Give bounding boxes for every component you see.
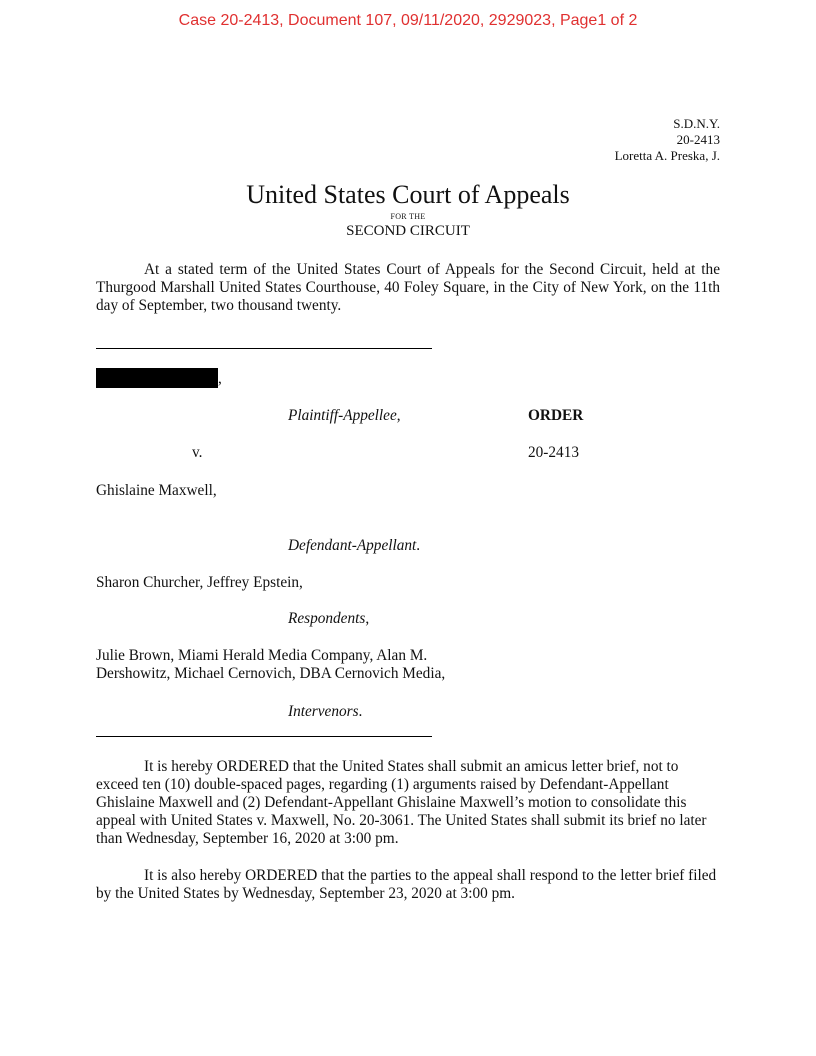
versus: v. xyxy=(192,444,203,461)
meta-court: S.D.N.Y. xyxy=(673,116,720,131)
defendant-name: Ghislaine Maxwell, xyxy=(96,482,217,499)
defendant-role xyxy=(288,537,420,555)
court-title: United States Court of Appeals xyxy=(246,180,570,209)
meta-block xyxy=(615,116,720,164)
respondents-role xyxy=(288,610,369,628)
order-paragraph-1: It is hereby ORDERED that the United States shall submit an amicus letter brief, not to exceed ten (10) double-spaced pages, regarding (1) arguments raised by Defendant-Appellant Ghislaine Maxwell and (2) Defendant-Appellant Ghislaine Maxwell’s motion to consolidate this appeal with United States v. Maxwell, No. 20-3061. The United States shall submit its brief no later than Wednesday, September 16, 2020 at 3:00 pm. xyxy=(96,758,707,847)
intervenors-role-period: . xyxy=(358,703,363,720)
defendant-role-text: Defendant-Appellant xyxy=(288,537,417,554)
caption-docket: 20-2413 xyxy=(528,444,579,461)
respondents-role-comma: , xyxy=(365,610,370,627)
intervenors-role-text: Intervenors xyxy=(288,703,359,720)
redaction-block xyxy=(96,368,218,388)
case-header-stamp: Case 20-2413, Document 107, 09/11/2020, 2929023, Page1 of 2 xyxy=(178,12,638,29)
intervenors-line-1: Julie Brown, Miami Herald Media Company, Alan M. xyxy=(96,647,428,664)
intro-paragraph: At a stated term of the United States Court of Appeals for the Second Circuit, held at the Thurgood Marshall United States Courthouse, 40 Foley Square, in the City of New York, on the 11th day of September, two thousand twenty. xyxy=(96,261,720,314)
redacted-name-comma: , xyxy=(218,370,222,387)
intervenors-role xyxy=(288,703,362,721)
plaintiff-role xyxy=(288,407,401,425)
intervenors-line-2: Dershowitz, Michael Cernovich, DBA Cernovich Media, xyxy=(96,665,446,682)
meta-judge: Loretta A. Preska, J. xyxy=(614,148,720,163)
meta-docket: 20-2413 xyxy=(676,132,720,147)
respondents-role-text: Respondents xyxy=(288,610,366,627)
caption-top-rule xyxy=(96,348,432,349)
court-circuit: SECOND CIRCUIT xyxy=(346,223,470,239)
plaintiff-role-comma: , xyxy=(396,407,401,424)
court-for-the: FOR THE xyxy=(390,212,426,221)
order-label: ORDER xyxy=(528,407,584,424)
defendant-role-period: . xyxy=(416,537,421,554)
caption-bottom-rule xyxy=(96,736,432,737)
intervenors-names xyxy=(96,647,445,683)
order-paragraph-2: It is also hereby ORDERED that the parties to the appeal shall respond to the letter brief filed by the United States by Wednesday, September 23, 2020 at 3:00 pm. xyxy=(96,867,717,902)
respondents-names: Sharon Churcher, Jeffrey Epstein, xyxy=(96,574,303,591)
plaintiff-role-text: Plaintiff-Appellee xyxy=(288,407,397,424)
